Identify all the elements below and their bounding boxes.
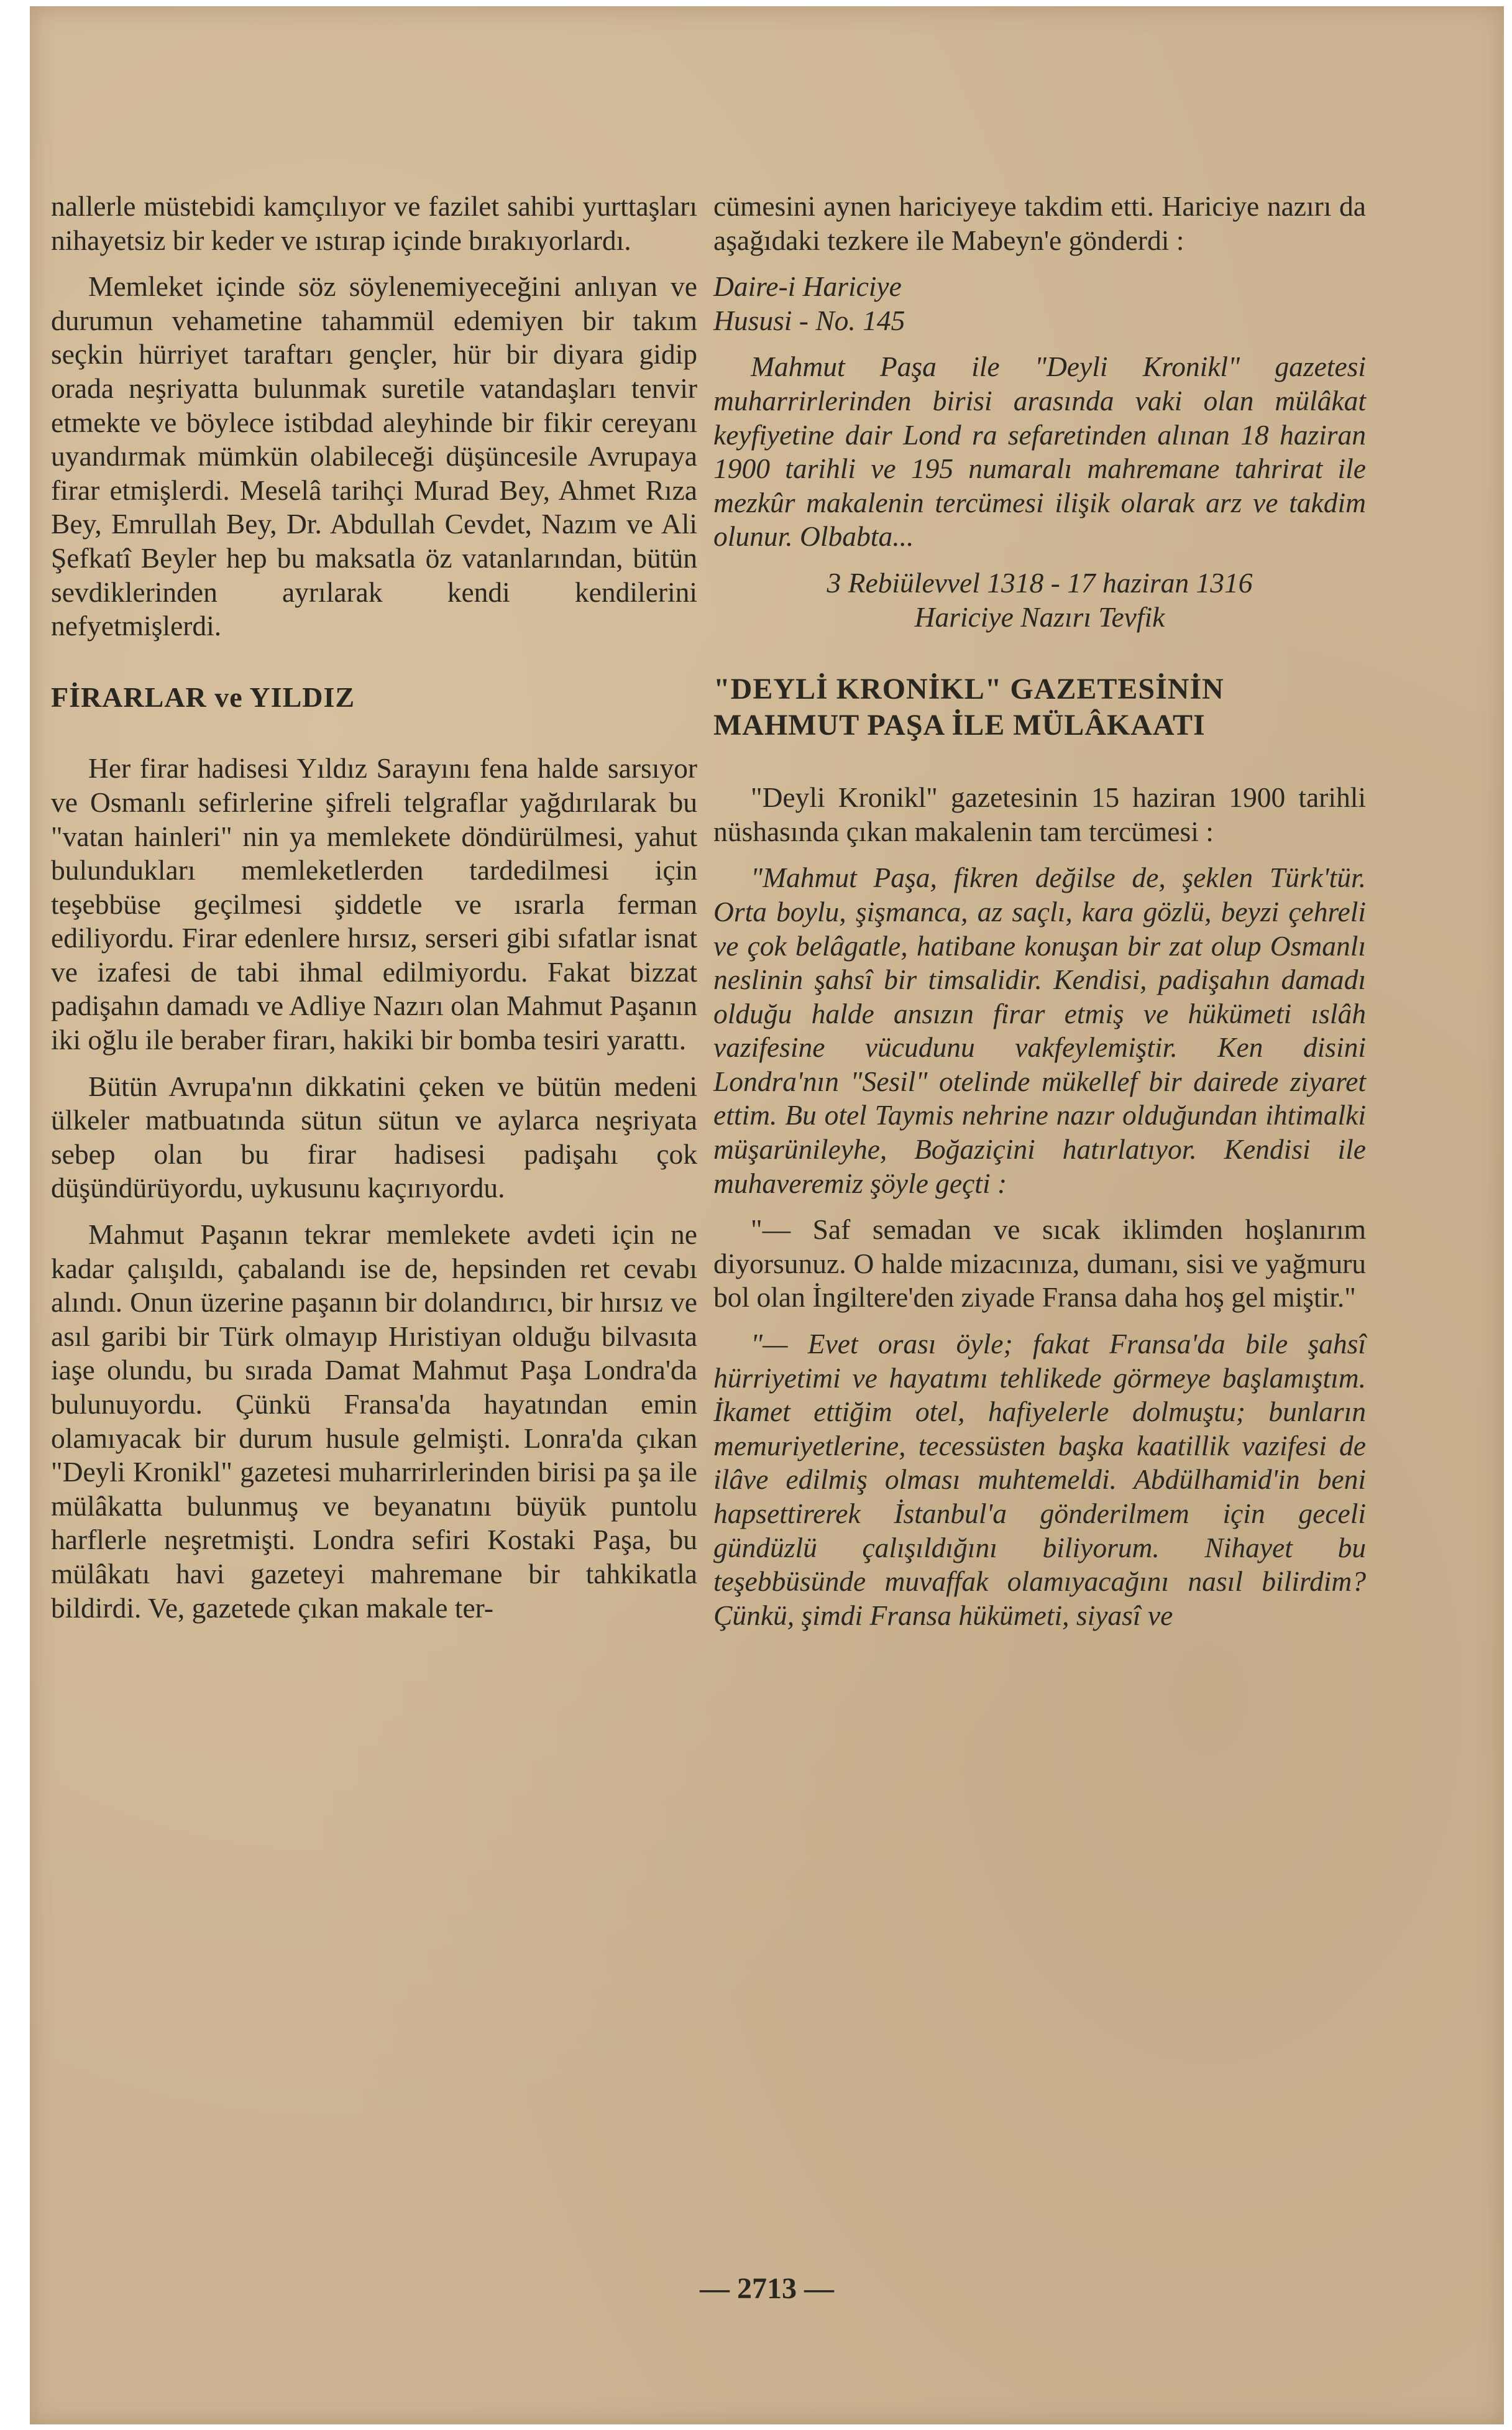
- right-column: [713, 190, 1366, 1632]
- section-title: FİRARLAR ve YILDIZ: [51, 681, 355, 713]
- paragraph: Mahmut Paşanın tekrar memlekete avdeti için ne kadar çalışıldı, çabalandı ise de, hepsinden ret cevabı alındı. Onun üzerine paşanın bir dolandırıcı, bir hırsız ve asıl garibi bir Türk olmayıp Hıristiyan olduğu bilvasıta iaşe olundu, bu sırada Damat Mahmut Paşa Londra'da bulunuyordu. Çünkü Fransa'da hayatından emin olamıyacak bir durum husule gelmişti. Lonra'da çıkan "Deyli Kronikl" gazetesi muharrirlerinden birisi pa şa ile mülâkatta bulunmuş ve beyanatını büyük puntolu harflerle neşretmişti. Londra sefiri Kostaki Paşa, bu mülâkatı havi gazeteyi mahremane bir tahkikatla bildirdi. Ve, gazetede çıkan makale ter-: [51, 1218, 697, 1624]
- paragraph: Memleket içinde söz söylenemiyeceğini anlıyan ve durumun vehametine tahammül edemiyen bir takım seçkin hürriyet taraftarı gençler, hür bir diyara gidip orada neşriyatta bulunmak suretile vatandaşları tenvir etmekte ve böylece istibdad aleyhinde bir fikir cereyanı uyandırmak mümkün olabileceği düşüncesile Avrupaya firar etmişlerdi. Meselâ tarihçi Murad Bey, Ahmet Rıza Bey, Emrullah Bey, Dr. Abdullah Cevdet, Nazım ve Ali Şefkatî Beyler hep bu maksatla öz vatanlarından, bütün sevdiklerinden ayrılarak kendi kendilerini nefyetmişlerdi.: [51, 270, 697, 642]
- paragraph: "Deyli Kronikl" gazetesinin 15 haziran 1900 tarihli nüshasında çıkan makalenin tam tercümesi :: [713, 781, 1366, 847]
- left-column: [51, 190, 697, 1625]
- article-heading: "DEYLİ KRONİKL" GAZETESİNİN: [713, 673, 1224, 706]
- page-number: — 2713 —: [700, 2272, 834, 2305]
- memo-body: Mahmut Paşa ile "Deyli Kronikl" gazetesi muharrirlerinden birisi arasında vaki olan mülâkat keyfiyetine dair Lond ra sefaretinden alınan 18 haziran 1900 tarihli ve 195 numaralı mahremane tahrirat ile mezkûr makalenin tercümesi ilişik olarak arz ve takdim olunur. Olbabta...: [713, 351, 1366, 553]
- paragraph: Her firar hadisesi Yıldız Sarayını fena halde sarsıyor ve Osmanlı sefirlerine şifreli telgraflar yağdırılarak bu "vatan hainleri" nin ya memlekete döndürülmesi, yahut bulundukları memleketlerden tardedilmesi için teşebbüse geçilmesi şiddetle ve ısrarla ferman ediliyordu. Firar edenlere hırsız, serseri gibi sıfatlar isnat ve izafesi de tabi ihmal edilmiyordu. Fakat bizzat padişahın damadı ve Adliye Nazırı olan Mahmut Paşanın iki oğlu ile beraber firarı, hakiki bir bomba tesiri yarattı.: [51, 752, 697, 1056]
- memo-signature: Hariciye Nazırı Tevfik: [914, 601, 1165, 633]
- memo-number: Hususi - No. 145: [713, 304, 905, 336]
- memo-header: Daire-i Hariciye: [713, 270, 902, 303]
- quoted-paragraph: "Mahmut Paşa, fikren değilse de, şeklen Türk'tür. Orta boylu, şişmanca, az saçlı, kara gözlü, beyzi çehreli ve çok belâgatle, hatibane konuşan bir zat olup Osmanlı neslinin şahsî bir timsalidir. Kendisi, padişahın damadı olduğu halde ansızın firar etmiş ve hükümeti ıslâh vazifesine vücudunu vakfeylemiştir. Ken disini Londra'nın "Sesil" otelinde mükellef bir dairede ziyaret ettim. Bu otel Taymis nehrine nazır olduğundan ihtimalki müşarünileyhe, Boğaziçini hatırlatıyor. Kendisi ile muhaveremiz şöyle geçti :: [713, 862, 1366, 1199]
- dialogue-paragraph: "— Saf semadan ve sıcak iklimden hoşlanırım diyorsunuz. O halde mizacınıza, dumanı, sisi ve yağmuru bol olan İngiltere'den ziyade Fransa daha hoş gel miştir.": [713, 1213, 1366, 1314]
- book-page: [30, 6, 1504, 2424]
- paragraph: cümesini aynen hariciyeye takdim etti. Hariciye nazırı da aşağıdaki tezkere ile Mabeyn'e gönderdi :: [713, 190, 1366, 256]
- paragraph: Bütün Avrupa'nın dikkatini çeken ve bütün medeni ülkeler matbuatında sütun sütun ve aylarca neşriyata sebep olan bu firar hadisesi padişahı çok düşündürüyordu, uykusunu kaçırıyordu.: [51, 1070, 697, 1204]
- article-heading-line2: MAHMUT PAŞA İLE MÜLÂKAATI: [713, 709, 1206, 742]
- paragraph: nallerle müstebidi kamçılıyor ve fazilet sahibi yurttaşları nihayetsiz bir keder ve ıstırap içinde bırakıyorlardı.: [51, 190, 697, 256]
- dialogue-paragraph: "— Evet orası öyle; fakat Fransa'da bile şahsî hürriyetimi ve hayatımı tehlikede görmeye başlamıştım. İkamet ettiğim otel, hafiyelerle dolmuştu; bunların memuriyetlerine, tecessüsten başka kaatillik vazifesi de ilâve edilmiş olması muhtemeldi. Abdülhamid'in beni hapsettirerek İstanbul'a gönderilmem için geceli gündüzlü çalışıldığını biliyorum. Nihayet bu teşebbüsünde muvaffak olamıyacağını nasıl bilirdim? Çünkü, şimdi Fransa hükümeti, siyasî ve: [713, 1328, 1366, 1631]
- memo-date: 3 Rebiülevvel 1318 - 17 haziran 1316: [827, 566, 1253, 599]
